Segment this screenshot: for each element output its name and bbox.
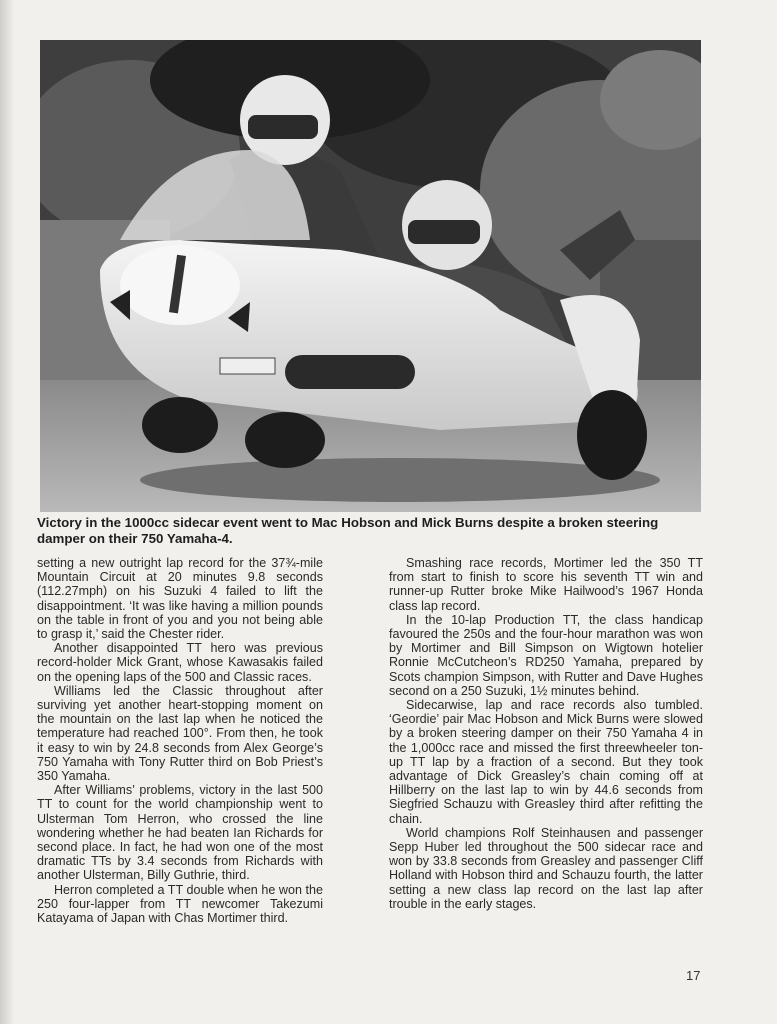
article-column-right	[389, 556, 703, 911]
article-column-left	[37, 556, 323, 925]
paragraph: In the 10-lap Production TT, the class handicap favoured the 250s and the four-hour marathon was won by Mortimer and Bill Simpson on Wigtown hotelier Ronnie McCutcheon’s RD250 Yamaha, prepared by Scots champion Simpson, with Rutter and Dave Hughes second on a 250 Suzuki, 1½ minutes behind.	[389, 612, 703, 698]
paragraph: After Williams’ problems, victory in the last 500 TT to count for the world championship went to Ulsterman Tom Herron, who crossed the line wondering whether he had beaten Ian Richards for second place. In fact, he had won one of the most dramatic TTs by 3.4 seconds from Richards with another Ulsterman, Billy Guthrie, third.	[37, 783, 323, 883]
paragraph: Smashing race records, Mortimer led the 350 TT from start to finish to score his seventh TT win and runner-up Rutter broke Mike Hailwood’s 1967 Honda class lap record.	[389, 556, 703, 613]
race-photo	[40, 40, 701, 512]
paragraph: Another disappointed TT hero was previous record-holder Mick Grant, whose Kawasakis failed on the opening laps of the 500 and Classic races.	[37, 641, 323, 684]
page-number: 17	[686, 968, 701, 983]
paragraph: setting a new outright lap record for the 37¾-mile Mountain Circuit at 20 minutes 9.8 seconds (112.27mph) on his Suzuki 4 failed to lift the disappointment. ‘It was like having a million pounds on the table in front of you and you not being able to grasp it,’ said the Chester rider.	[37, 556, 323, 642]
photo-caption: Victory in the 1000cc sidecar event went to Mac Hobson and Mick Burns despite a broken steering damper on their 750 Yamaha-4.	[37, 515, 659, 546]
paragraph: Herron completed a TT double when he won the 250 four-lapper from TT newcomer Takezumi Katayama of Japan with Chas Mortimer third.	[37, 882, 323, 926]
paragraph: Williams led the Classic throughout after surviving yet another heart-stopping moment on the mountain on the last lap when he noticed the temperature had reached 100°. From then, he took it easy to win by 24.8 seconds from Alex George’s 750 Yamaha with Tony Rutter third on Bob Priest’s 350 Yamaha.	[37, 683, 323, 784]
page-gutter-shadow	[0, 0, 14, 1024]
paragraph: Sidecarwise, lap and race records also tumbled. ‘Geordie’ pair Mac Hobson and Mick Burns were slowed by a broken steering damper on their 750 Yamaha 4 in the 1,000cc race and missed the first threewheeler ton-up TT lap by a fraction of a second. But they took advantage of Dick Greasley’s chain coming off at Hillberry on the last lap to win by 44.6 seconds from Siegfried Schauzu with Greasley third after refitting the chain.	[389, 698, 703, 826]
paragraph: World champions Rolf Steinhausen and passenger Sepp Huber led throughout the 500 sidecar race and won by 33.8 seconds from Greasley and passenger Cliff Holland with Hobson third and Schauzu fourth, the latter setting a new class lap record on the last lap after trouble in the early stages.	[389, 825, 703, 911]
